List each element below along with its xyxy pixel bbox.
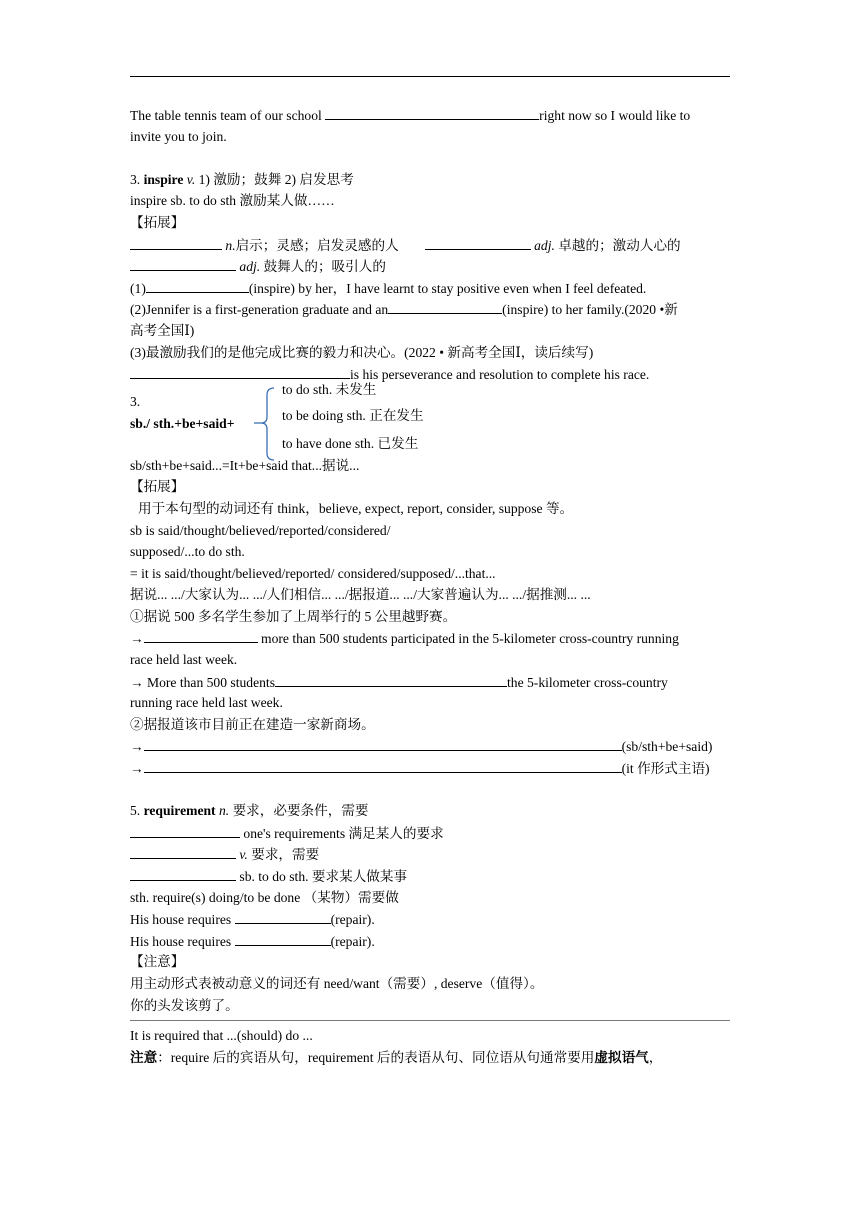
inspire-exercise-1 [130, 277, 732, 299]
requirement-rule-1: It is required that ...(should) do ... [130, 1028, 313, 1044]
requirement-example-2 [130, 930, 732, 952]
item-number: 5. [130, 803, 144, 819]
prev-sentence-line2: invite you to join. [130, 128, 227, 144]
text: ：require 后的宾语从句，requirement 后的表语从句、同位语从句通常要用 [157, 1049, 595, 1065]
pos-label: v. [236, 847, 248, 863]
text: sb. to do sth. 要求某人做某事 [236, 869, 408, 884]
answer-blank[interactable] [130, 363, 350, 379]
requirement-note-2: 你的头发该剪了。 [130, 997, 239, 1013]
answer-blank[interactable] [144, 757, 622, 773]
arrow-icon: → [130, 631, 144, 647]
structure-head: sb./ sth.+be+said+ [130, 415, 235, 431]
requirement-usage-3 [130, 865, 732, 887]
pos-label: adj. [530, 237, 555, 253]
answer-blank[interactable] [146, 277, 249, 293]
requirement-rule-2 [130, 1047, 732, 1069]
be-said-extension-label: 【拓展】 [130, 479, 185, 495]
inspire-derivatives-1 [130, 234, 732, 256]
arrow-icon: → [130, 761, 144, 777]
header-rule [130, 76, 730, 77]
be-said-answer-2a [130, 735, 732, 757]
prev-sentence-line1 [130, 104, 732, 126]
part-of-speech: n. [215, 803, 230, 819]
text: The table tennis team of our school [130, 108, 326, 123]
answer-blank[interactable] [130, 234, 222, 250]
be-said-pattern-2: supposed/...to do sth. [130, 544, 245, 560]
text: (sb/sth+be+said) [621, 739, 713, 755]
text: (it 作形式主语) [621, 761, 710, 777]
text: His house requires [130, 912, 235, 928]
text: is his perseverance and resolution to complete his race. [350, 367, 650, 383]
be-said-question-2: ②据报道该市目前正在建造一家新商场。 [130, 716, 375, 732]
text: (inspire) by her，I have learnt to stay positive even when I feel defeated. [248, 280, 647, 296]
answer-blank[interactable] [425, 234, 531, 250]
text: more than 500 students participated in the 5-kilometer cross-country running [257, 631, 679, 647]
be-said-note: 用于本句型的动词还有 think，believe, expect, report, consider, suppose 等。 [138, 500, 574, 516]
requirement-heading [130, 800, 732, 822]
text: ， [648, 1049, 663, 1065]
answer-blank[interactable] [130, 865, 236, 881]
be-said-structure [130, 381, 732, 455]
answer-blank[interactable] [144, 627, 258, 643]
text: (1) [130, 280, 146, 296]
meaning: 要求，必要条件，需要 [229, 803, 369, 819]
inspire-heading [130, 169, 732, 191]
requirement-example-1 [130, 908, 732, 930]
text: 要求，需要 [247, 847, 320, 863]
be-said-pattern-1: sb is said/thought/believed/reported/considered/ [130, 522, 391, 538]
inspire-usage: inspire sb. to do sth 激励某人做…… [130, 193, 335, 209]
text: (repair). [330, 933, 375, 949]
requirement-note-title: 【注意】 [130, 954, 185, 970]
be-said-pattern-4: 据说... .../大家认为... .../人们相信... .../据报道... .../大家普遍认为... .../据推测... ... [130, 587, 591, 603]
text: His house requires [130, 933, 235, 949]
answer-blank[interactable] [144, 735, 622, 751]
headword: requirement [143, 803, 216, 819]
meaning: 鼓舞人的；吸引人的 [260, 259, 386, 275]
inspire-exercise-2 [130, 298, 732, 320]
option-past: to have done sth. 已发生 [282, 435, 419, 451]
pos-label: n. [222, 237, 236, 253]
option-ongoing: to be doing sth. 正在发生 [282, 407, 424, 423]
text: More than 500 students [143, 674, 275, 690]
answer-blank[interactable] [235, 908, 331, 924]
meaning: 启示；灵感；启发灵感的人 [235, 237, 399, 253]
brace-icon [254, 385, 282, 463]
be-said-answer-1b-cont: running race held last week. [130, 695, 283, 711]
be-said-question-1: ①据说 500 多名学生参加了上周举行的 5 公里越野赛。 [130, 608, 457, 624]
requirement-usage-2 [130, 843, 732, 865]
section-divider [130, 1020, 730, 1021]
be-said-answer-2b [130, 757, 732, 779]
text: (inspire) to her family.(2020 •新 [502, 302, 678, 318]
text: right now so I would like to [539, 108, 691, 123]
document-body [130, 104, 732, 1068]
inspire-derivatives-2 [130, 255, 732, 277]
answer-blank[interactable] [130, 843, 236, 859]
inspire-exercise-2-cont: 高考全国Ⅰ) [130, 322, 195, 338]
answer-blank[interactable] [235, 930, 331, 946]
meaning: 1) 激励；鼓舞 2) 启发思考 [195, 171, 354, 187]
arrow-icon: → [130, 739, 144, 755]
inspire-extension-label: 【拓展】 [130, 214, 185, 230]
be-said-equation: sb/sth+be+said...=It+be+said that...据说... [130, 457, 360, 473]
answer-blank[interactable] [325, 104, 539, 120]
answer-blank[interactable] [130, 255, 236, 271]
inspire-exercise-3-answer [130, 363, 732, 385]
text: one's requirements 满足某人的要求 [240, 825, 444, 841]
inspire-exercise-3: (3)最激励我们的是他完成比赛的毅力和决心。(2022 • 新高考全国Ⅰ，读后续写) [130, 344, 594, 360]
pos-label: adj. [236, 259, 261, 275]
answer-blank[interactable] [275, 671, 507, 687]
arrow-icon: → [130, 674, 144, 690]
text: (repair). [330, 912, 375, 928]
be-said-pattern-3: = it is said/thought/believed/reported/ considered/supposed/...that... [130, 565, 496, 581]
item-number: 3. [130, 393, 141, 409]
answer-blank[interactable] [388, 298, 502, 314]
text: the 5-kilometer cross-country [507, 674, 668, 690]
text: (2)Jennifer is a first-generation graduate and an [130, 302, 389, 318]
option-future: to do sth. 未发生 [282, 381, 377, 397]
be-said-answer-1a-cont: race held last week. [130, 652, 238, 668]
requirement-usage-1 [130, 822, 732, 844]
part-of-speech: v. [183, 171, 196, 187]
answer-blank[interactable] [130, 822, 240, 838]
requirement-usage-4: sth. require(s) doing/to be done （某物）需要做 [130, 889, 399, 905]
be-said-answer-1a [130, 627, 732, 649]
headword: inspire [143, 171, 184, 187]
meaning: 卓越的；激动人心的 [554, 237, 681, 253]
emphasis: 虚拟语气 [594, 1049, 649, 1065]
be-said-answer-1b [130, 671, 732, 693]
requirement-note-1: 用主动形式表被动意义的词还有 need/want（需要）, deserve（值得）。 [130, 975, 544, 991]
item-number: 3. [130, 171, 144, 187]
note-label: 注意 [130, 1049, 158, 1065]
